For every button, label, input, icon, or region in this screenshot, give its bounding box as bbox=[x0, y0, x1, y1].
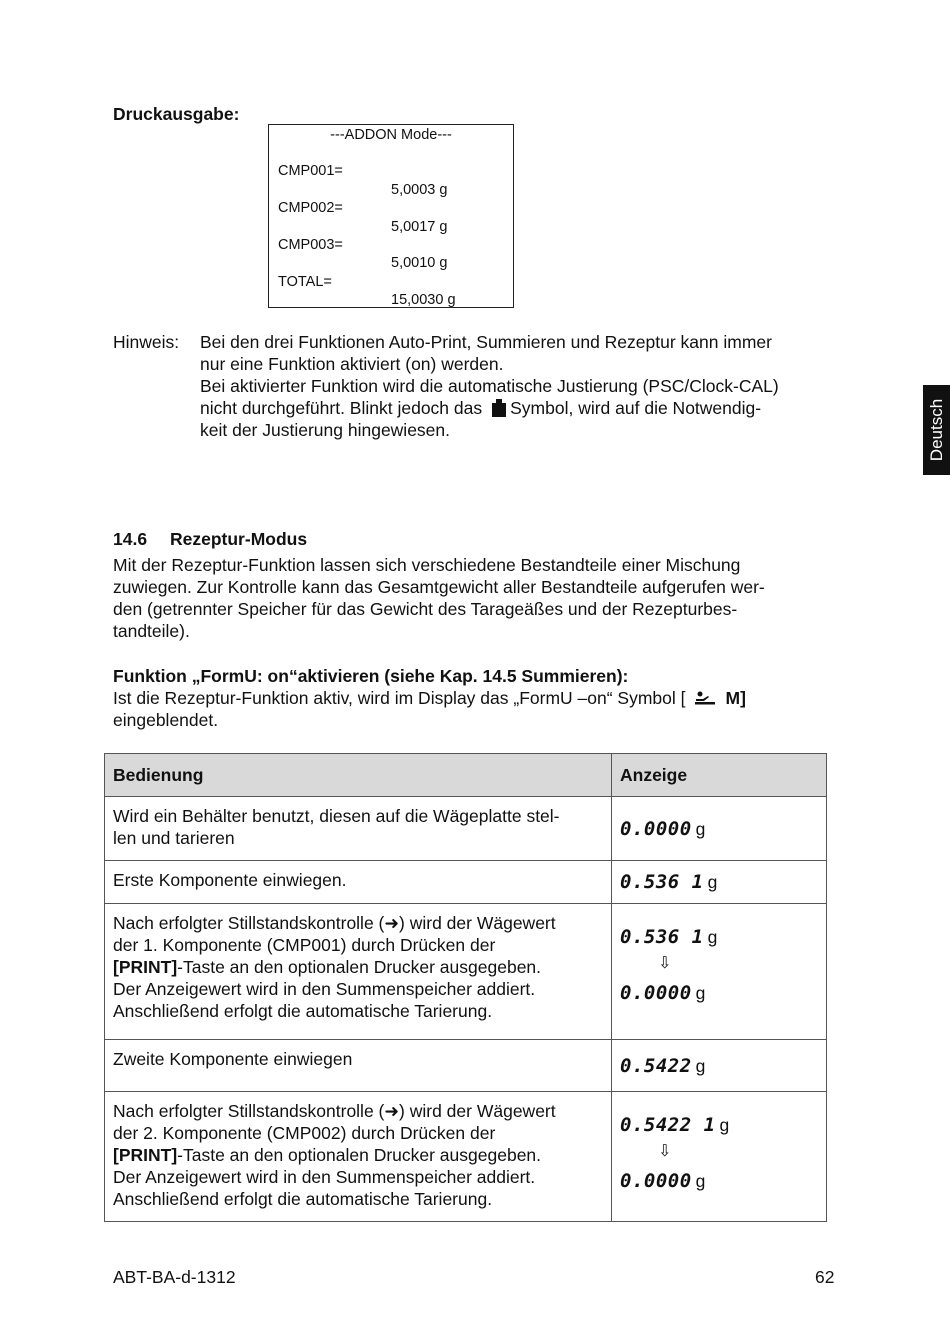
operation-line: Anschließend erfolgt die automatische Tarierung. bbox=[113, 1189, 493, 1209]
print-key-label: [PRINT] bbox=[113, 1145, 178, 1165]
display-unit: g bbox=[707, 927, 718, 947]
section-number: 14.6 bbox=[113, 529, 148, 549]
table-row bbox=[105, 797, 827, 861]
operation-line-part: -Taste an den optionalen Drucker ausgegeben. bbox=[177, 1145, 542, 1165]
operation-cell bbox=[105, 904, 612, 1040]
operation-line-part: Nach erfolgter Stillstandskontrolle ( bbox=[113, 1101, 385, 1121]
operation-line-part: ) wird der Wägewert bbox=[399, 1101, 556, 1121]
display-value: 0.0000 bbox=[620, 817, 692, 840]
printout-value: 5,0017 g bbox=[391, 218, 448, 235]
display-cell bbox=[612, 1040, 827, 1092]
operation-line: len und tarieren bbox=[113, 828, 235, 848]
side-tab-label: Deutsch bbox=[926, 398, 946, 462]
display-value: 0.0000 bbox=[620, 982, 692, 1004]
function-heading: Funktion „FormU: on“aktivieren (siehe Kap. 14.5 Summieren): bbox=[113, 666, 629, 686]
operation-cell bbox=[105, 797, 612, 861]
display-cell bbox=[612, 1092, 827, 1222]
adjustment-weight-icon bbox=[492, 399, 506, 417]
operation-line: Anschließend erfolgt die automatische Tarierung. bbox=[113, 1001, 493, 1021]
operation-line: Wird ein Behälter benutzt, diesen auf die Wägeplatte stel- bbox=[113, 806, 560, 826]
table-row bbox=[105, 861, 827, 904]
printout-value: 5,0010 g bbox=[391, 255, 448, 272]
operation-line: Zweite Komponente einwiegen bbox=[113, 1049, 353, 1069]
table-header-row bbox=[105, 754, 827, 797]
function-line: eingeblendet. bbox=[113, 710, 219, 730]
print-key-label: [PRINT] bbox=[113, 957, 178, 977]
table-row bbox=[105, 904, 827, 1040]
note-line: keit der Justierung hingewiesen. bbox=[200, 420, 451, 440]
printout-label: CMP001= bbox=[278, 163, 343, 180]
display-cell bbox=[612, 904, 827, 1040]
function-line-part: Ist die Rezeptur-Funktion aktiv, wird im Display das „FormU –on“ Symbol [ bbox=[113, 688, 686, 708]
section-heading: Rezeptur-Modus bbox=[170, 529, 308, 549]
display-unit: g bbox=[707, 872, 718, 892]
operation-line bbox=[113, 1144, 603, 1166]
display-cell bbox=[612, 797, 827, 861]
operation-line: Der Anzeigewert wird in den Summenspeicher addiert. bbox=[113, 979, 536, 999]
formula-mode-icon bbox=[694, 691, 716, 705]
printout-label: TOTAL= bbox=[278, 273, 332, 290]
display-value: 0.5422 1 bbox=[620, 1114, 716, 1136]
function-line bbox=[113, 687, 833, 709]
column-header-bedienung: Bedienung bbox=[105, 754, 612, 797]
printout-box bbox=[268, 124, 514, 308]
function-body bbox=[113, 687, 833, 731]
language-side-tab bbox=[923, 385, 950, 475]
display-unit: g bbox=[695, 1171, 706, 1191]
operation-line: Erste Komponente einwiegen. bbox=[113, 870, 347, 890]
note-line-part: nicht durchgeführt. Blinkt jedoch das bbox=[200, 398, 483, 418]
display-unit: g bbox=[695, 1055, 706, 1076]
operation-line: der 1. Komponente (CMP001) durch Drücken der bbox=[113, 935, 496, 955]
down-arrow-icon: ⇩ bbox=[658, 955, 672, 972]
function-line-part: M] bbox=[725, 688, 746, 708]
display-value: 0.5422 bbox=[620, 1054, 692, 1077]
display-unit: g bbox=[695, 983, 706, 1003]
printout-value: 15,0030 g bbox=[391, 292, 456, 309]
display-value: 0.0000 bbox=[620, 1170, 692, 1192]
display-value: 0.536 1 bbox=[620, 871, 704, 893]
down-arrow-icon: ⇩ bbox=[658, 1143, 672, 1160]
operation-table bbox=[104, 753, 827, 1222]
note-body bbox=[200, 331, 840, 441]
display-cell bbox=[612, 861, 827, 904]
operation-line: der 2. Komponente (CMP002) durch Drücken der bbox=[113, 1123, 496, 1143]
operation-line-part: Nach erfolgter Stillstandskontrolle ( bbox=[113, 913, 385, 933]
footer-page-number: 62 bbox=[815, 1267, 835, 1287]
operation-line bbox=[113, 1100, 603, 1122]
table-row bbox=[105, 1040, 827, 1092]
section-title bbox=[113, 528, 307, 550]
note-label: Hinweis: bbox=[113, 332, 180, 352]
body-line: zuwiegen. Zur Kontrolle kann das Gesamtgewicht aller Bestandteile aufgerufen wer- bbox=[113, 577, 765, 597]
operation-cell bbox=[105, 1040, 612, 1092]
stable-arrow-icon: ➜ bbox=[384, 913, 400, 933]
display-value: 0.536 1 bbox=[620, 926, 704, 948]
operation-cell bbox=[105, 1092, 612, 1222]
section-body bbox=[113, 554, 833, 642]
display-unit: g bbox=[695, 818, 706, 839]
operation-line bbox=[113, 956, 603, 978]
note-line: nur eine Funktion aktiviert (on) werden. bbox=[200, 354, 504, 374]
printout-value: 5,0003 g bbox=[391, 181, 448, 198]
printout-header: ---ADDON Mode--- bbox=[330, 127, 452, 143]
druck-heading: Druckausgabe: bbox=[113, 104, 240, 124]
display-unit: g bbox=[719, 1115, 730, 1135]
table-row bbox=[105, 1092, 827, 1222]
operation-line-part: ) wird der Wägewert bbox=[399, 913, 556, 933]
column-header-anzeige: Anzeige bbox=[612, 754, 827, 797]
note-line: Bei den drei Funktionen Auto-Print, Summieren und Rezeptur kann immer bbox=[200, 332, 772, 352]
body-line: Mit der Rezeptur-Funktion lassen sich verschiedene Bestandteile einer Mischung bbox=[113, 555, 741, 575]
body-line: tandteile). bbox=[113, 621, 190, 641]
note-line: Bei aktivierter Funktion wird die automatische Justierung (PSC/Clock-CAL) bbox=[200, 376, 779, 396]
printout-label: CMP002= bbox=[278, 200, 343, 217]
footer-doc-id: ABT-BA-d-1312 bbox=[113, 1267, 236, 1287]
operation-line-part: -Taste an den optionalen Drucker ausgegeben. bbox=[177, 957, 542, 977]
stable-arrow-icon: ➜ bbox=[384, 1101, 400, 1121]
note-line-part: Symbol, wird auf die Notwendig- bbox=[510, 398, 762, 418]
operation-cell bbox=[105, 861, 612, 904]
body-line: den (getrennter Speicher für das Gewicht des Tarageäßes und der Rezepturbes- bbox=[113, 599, 738, 619]
operation-line: Der Anzeigewert wird in den Summenspeicher addiert. bbox=[113, 1167, 536, 1187]
operation-line bbox=[113, 912, 603, 934]
printout-label: CMP003= bbox=[278, 237, 343, 254]
note-line bbox=[200, 397, 840, 419]
